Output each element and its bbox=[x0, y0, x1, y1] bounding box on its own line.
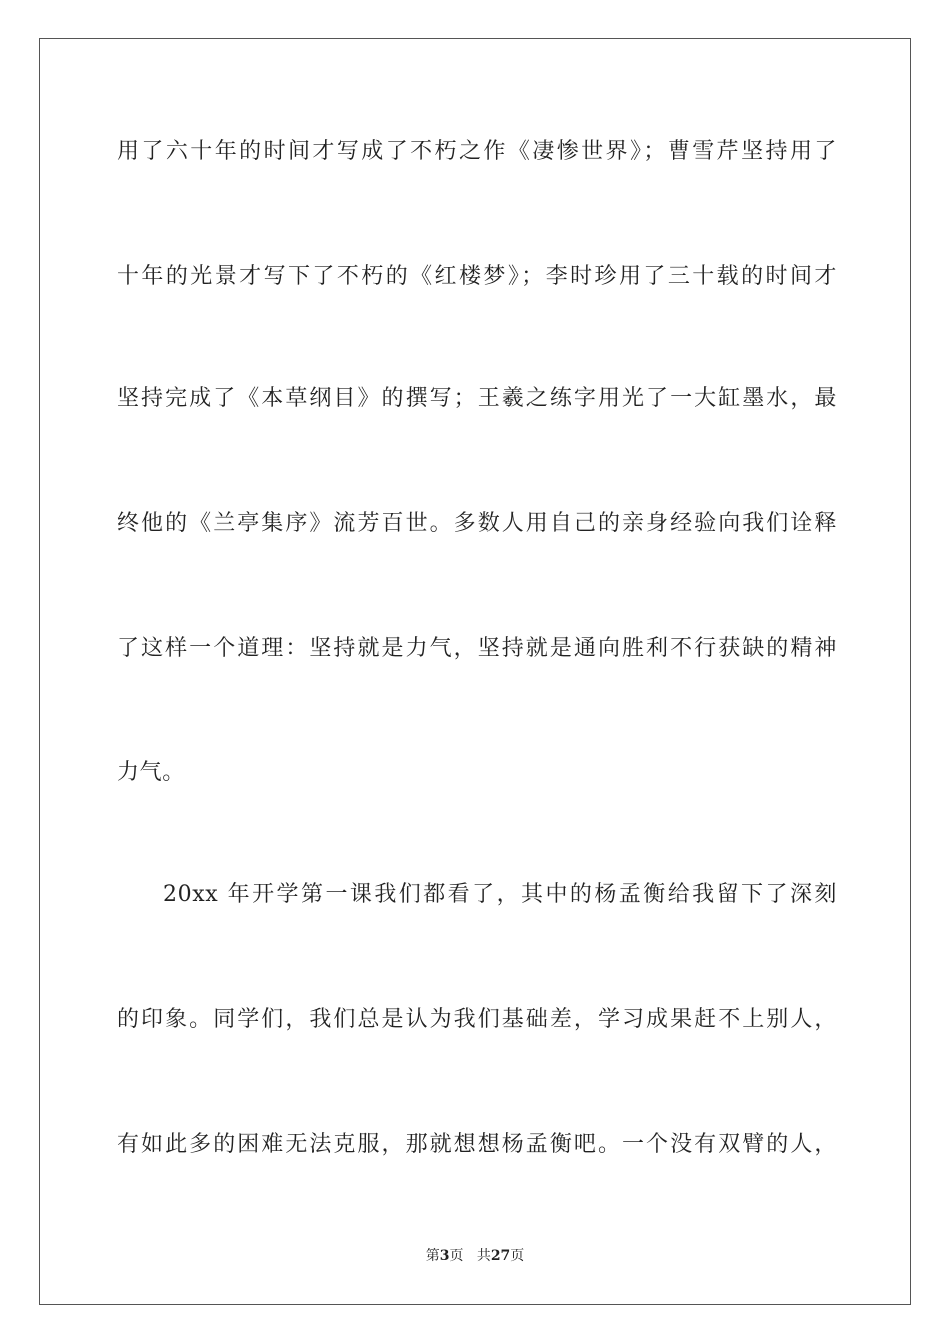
page-label-suffix: 页 bbox=[449, 1248, 464, 1264]
body-line-7: 20xx 年开学第一课我们都看了，其中的杨孟衡给我留下了深刻 bbox=[163, 882, 837, 907]
total-label-prefix: 共 bbox=[476, 1248, 491, 1264]
page-border bbox=[39, 38, 911, 1305]
body-line-3: 坚持完成了《本草纲目》的撰写；王羲之练字用光了一大缸墨水，最 bbox=[117, 386, 837, 411]
body-line-4: 终他的《兰亭集序》流芳百世。多数人用自己的亲身经验向我们诠释 bbox=[117, 511, 837, 536]
body-line-5: 了这样一个道理：坚持就是力气，坚持就是通向胜利不行获缺的精神 bbox=[117, 636, 837, 661]
page-number: 3 bbox=[439, 1248, 450, 1264]
body-line-6: 力气。 bbox=[117, 760, 185, 785]
body-line-2: 十年的光景才写下了不朽的《红楼梦》；李时珍用了三十载的时间才 bbox=[117, 264, 837, 289]
total-pages: 27 bbox=[490, 1248, 511, 1264]
page-label-prefix: 第 bbox=[425, 1248, 440, 1264]
body-line-8: 的印象。同学们，我们总是认为我们基础差，学习成果赶不上别人， bbox=[117, 1007, 837, 1032]
total-label-suffix: 页 bbox=[510, 1248, 525, 1264]
page-footer bbox=[0, 1246, 950, 1266]
body-line-9: 有如此多的困难无法克服，那就想想杨孟衡吧。一个没有双臂的人， bbox=[117, 1132, 837, 1157]
body-line-1: 用了六十年的时间才写成了不朽之作《凄惨世界》；曹雪芹坚持用了 bbox=[117, 139, 837, 164]
